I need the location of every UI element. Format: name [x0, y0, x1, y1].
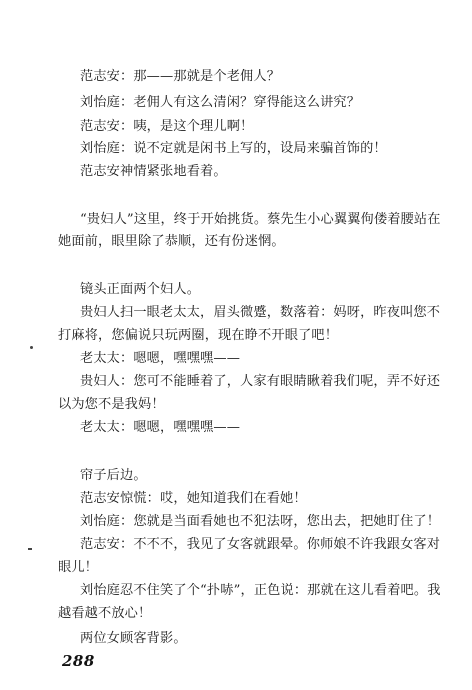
text-line: 范志安神情紧张地看着。	[80, 164, 227, 179]
text-line: 眼儿！	[58, 560, 99, 575]
text-line: 越看越不放心！	[58, 606, 152, 621]
text-line: 范志安惊慌：哎，她知道我们在看她！	[80, 491, 307, 506]
text-line: 她面前，眼里除了恭顺，还有份迷惘。	[58, 234, 285, 249]
page-number: 288	[62, 652, 95, 670]
text-line: 刘怡庭：您就是当面看她也不犯法呀，您出去，把她盯住了！	[80, 514, 441, 529]
text-line: 贵妇人扫一眼老太太，眉头微蹙，数落着：妈呀，昨夜叫您不	[80, 305, 441, 320]
text-line: “贵妇人”这里，终于开始挑货。蔡先生小心翼翼佝偻着腰站在	[80, 212, 441, 227]
margin-dot	[30, 346, 33, 349]
text-line: 老太太：嗯嗯，嘿嘿嘿——	[80, 351, 241, 366]
margin-dash	[28, 548, 32, 550]
text-line: 刘怡庭：老佣人有这么清闲？穿得能这么讲究？	[80, 95, 361, 110]
text-line: 刘怡庭：说不定就是闲书上写的，设局来骗首饰的！	[80, 141, 387, 156]
text-line: 两位女顾客背影。	[80, 631, 187, 646]
text-line: 老太太：嗯嗯，嘿嘿嘿——	[80, 420, 241, 435]
text-line: 范志安：那——那就是个老佣人？	[80, 69, 281, 84]
text-line: 以为您不是我妈！	[58, 397, 165, 412]
text-line: 贵妇人：您可不能睡着了，人家有眼睛瞅着我们呢，弄不好还	[80, 374, 441, 389]
text-line: 范志安：咦，是这个理儿啊！	[80, 119, 254, 134]
text-line: 镜头正面两个妇人。	[80, 282, 201, 297]
text-line: 刘怡庭忍不住笑了个“扑哧”，正色说：那就在这儿看着吧。我	[80, 583, 441, 598]
text-line: 范志安：不不不，我见了女客就跟晕。你师娘不许我跟女客对	[80, 537, 441, 552]
text-line: 帘子后边。	[80, 468, 147, 483]
text-line: 打麻将，您偏说只玩两圈，现在睁不开眼了吧！	[58, 328, 339, 343]
